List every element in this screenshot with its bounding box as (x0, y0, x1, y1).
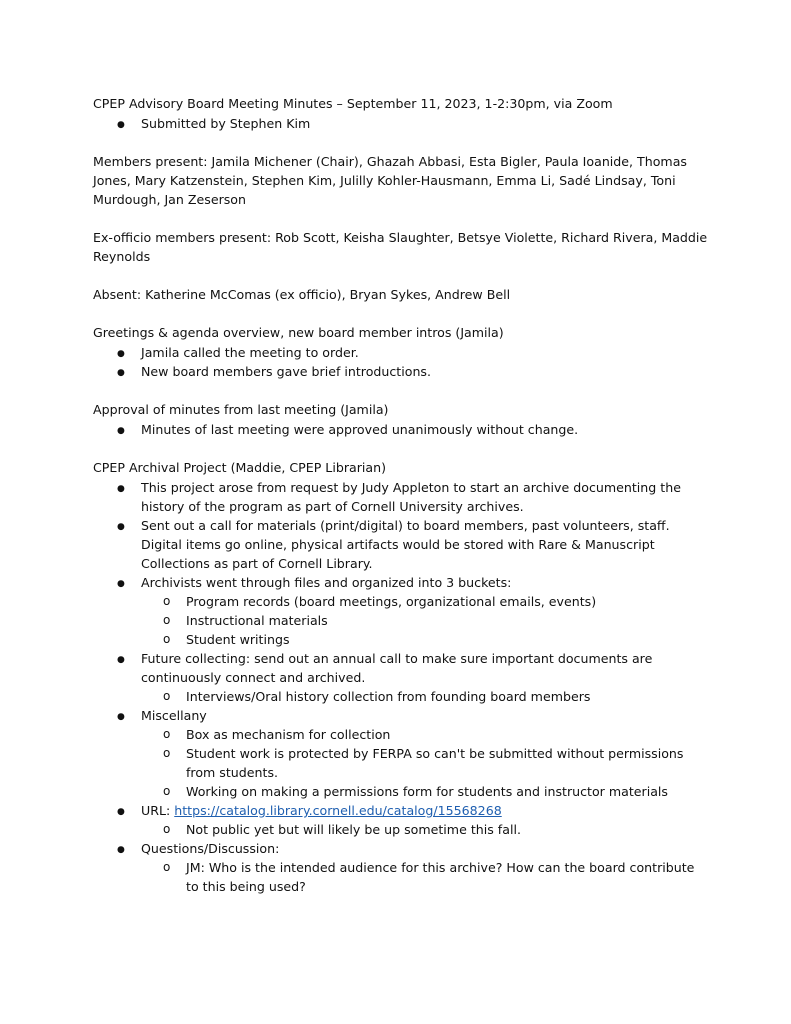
absent-line: Absent: Katherine McComas (ex officio), Bryan Sykes, Andrew Bell (93, 287, 511, 302)
circle-bullet-icon: o (163, 613, 171, 627)
archival-item-4: continuously connect and archived. (141, 670, 366, 685)
circle-bullet-icon: o (163, 784, 171, 798)
greetings-item: Jamila called the meeting to order. (141, 345, 359, 360)
archival-item-1: This project arose from request by Judy Appleton to start an archive documenting the (141, 480, 681, 495)
archival-item-5: Miscellany (141, 708, 207, 723)
members-present-line-3: Murdough, Jan Zeserson (93, 192, 246, 207)
document-title: CPEP Advisory Board Meeting Minutes – September 11, 2023, 1-2:30pm, via Zoom (93, 96, 613, 111)
members-present-line-1: Members present: Jamila Michener (Chair), Ghazah Abbasi, Esta Bigler, Paula Ioanide, Thomas (93, 154, 687, 169)
archival-heading: CPEP Archival Project (Maddie, CPEP Librarian) (93, 460, 387, 475)
archival-item-7: Questions/Discussion: (141, 841, 280, 856)
greetings-heading: Greetings & agenda overview, new board member intros (Jamila) (93, 325, 504, 340)
circle-bullet-icon: o (163, 689, 171, 703)
bucket-item: Student writings (186, 632, 290, 647)
bullet-icon: ● (117, 807, 125, 817)
bullet-icon: ● (117, 655, 125, 665)
url-line (141, 801, 502, 820)
discussion-item: to this being used? (186, 879, 306, 894)
miscellany-item: Working on making a permissions form for students and instructor materials (186, 784, 668, 799)
circle-bullet-icon: o (163, 822, 171, 836)
url-note: Not public yet but will likely be up sometime this fall. (186, 822, 521, 837)
approval-item: Minutes of last meeting were approved unanimously without change. (141, 422, 579, 437)
miscellany-item: Box as mechanism for collection (186, 727, 391, 742)
ex-officio-line-2: Reynolds (93, 249, 151, 264)
members-present-line-2: Jones, Mary Katzenstein, Stephen Kim, Julilly Kohler-Hausmann, Emma Li, Sadé Lindsay, Toni (93, 173, 676, 188)
bullet-icon: ● (117, 579, 125, 589)
url-label: URL: (141, 803, 175, 818)
archival-item-3: Archivists went through files and organized into 3 buckets: (141, 575, 512, 590)
bullet-icon: ● (117, 484, 125, 494)
circle-bullet-icon: o (163, 727, 171, 741)
archival-item-2: Collections as part of Cornell Library. (141, 556, 373, 571)
archival-item-1: history of the program as part of Cornell University archives. (141, 499, 524, 514)
archival-item-2: Digital items go online, physical artifacts would be stored with Rare & Manuscript (141, 537, 655, 552)
archival-item-4-sub: Interviews/Oral history collection from founding board members (186, 689, 591, 704)
miscellany-item: Student work is protected by FERPA so can't be submitted without permissions (186, 746, 684, 761)
circle-bullet-icon: o (163, 594, 171, 608)
bullet-icon: ● (117, 712, 125, 722)
circle-bullet-icon: o (163, 632, 171, 646)
bullet-icon: ● (117, 368, 125, 378)
bullet-icon: ● (117, 426, 125, 436)
bullet-icon: ● (117, 120, 125, 130)
circle-bullet-icon: o (163, 746, 171, 760)
miscellany-item: from students. (186, 765, 279, 780)
greetings-item: New board members gave brief introductions. (141, 364, 431, 379)
discussion-item: JM: Who is the intended audience for this archive? How can the board contribute (186, 860, 695, 875)
ex-officio-line-1: Ex-officio members present: Rob Scott, Keisha Slaughter, Betsye Violette, Richard Rivera, Maddie (93, 230, 708, 245)
bucket-item: Instructional materials (186, 613, 328, 628)
archival-item-2: Sent out a call for materials (print/digital) to board members, past volunteers, staff. (141, 518, 670, 533)
catalog-link[interactable]: https://catalog.library.cornell.edu/catalog/15568268 (174, 803, 502, 818)
circle-bullet-icon: o (163, 860, 171, 874)
approval-heading: Approval of minutes from last meeting (Jamila) (93, 402, 389, 417)
bucket-item: Program records (board meetings, organizational emails, events) (186, 594, 597, 609)
bullet-icon: ● (117, 349, 125, 359)
archival-item-4: Future collecting: send out an annual call to make sure important documents are (141, 651, 653, 666)
submitted-by: Submitted by Stephen Kim (141, 116, 311, 131)
bullet-icon: ● (117, 522, 125, 532)
bullet-icon: ● (117, 845, 125, 855)
